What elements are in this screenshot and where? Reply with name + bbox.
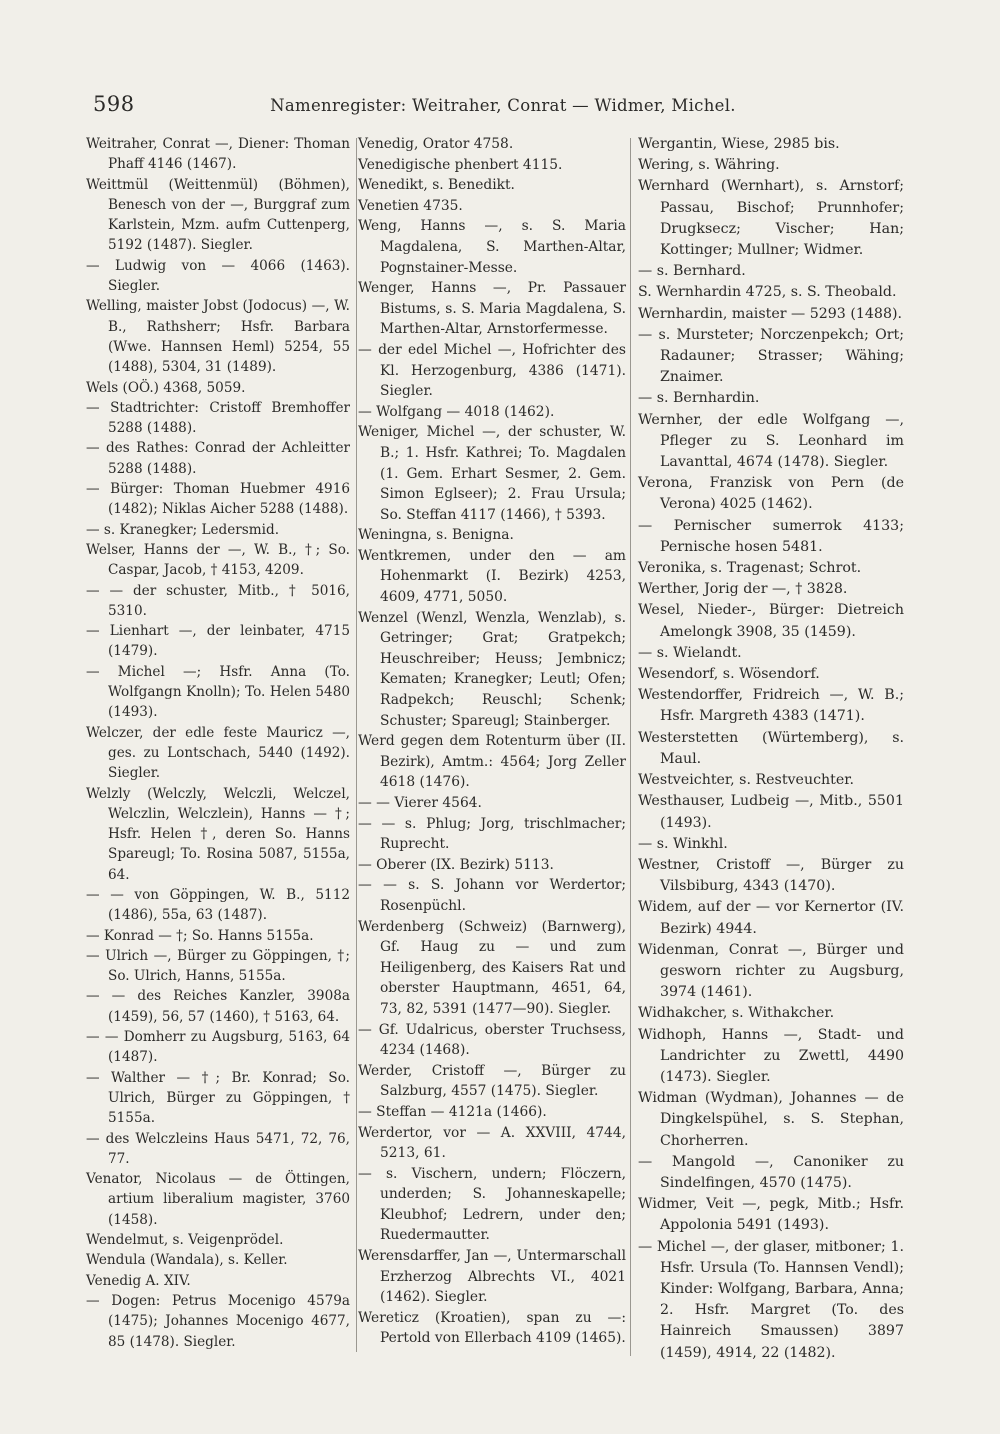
index-column-3: [638, 134, 904, 1364]
index-entry: Westveichter, s. Restveuchter.: [638, 772, 854, 789]
index-entry: Weittmül (Weittenmül) (Böhmen), Benesch von der —, Burggraf zum Karlstein, Mzm. aufm Cuttenperg, 5192 (1487). Siegler.: [86, 176, 350, 254]
index-entry: — Dogen: Petrus Mocenigo 4579a (1475); Johannes Mocenigo 4677, 85 (1478). Siegler.: [86, 1292, 350, 1350]
index-entry: — — des Reiches Kanzler, 3908a (1459), 56, 57 (1460), † 5163, 64.: [86, 988, 350, 1025]
index-entry: Welser, Hanns der —, W. B., †; So. Caspar, Jacob, † 4153, 4209.: [86, 541, 350, 579]
index-entry: Welzly (Welczly, Welczli, Welczel, Welczlin, Welczlein), Hanns — †; Hsfr. Helen †, deren So. Hanns Spareugl; To. Rosina 5087, 5155a, 64.: [86, 785, 350, 883]
index-entry: Venedig, Orator 4758.: [358, 136, 514, 152]
index-entry: Venedig A. XIV.: [86, 1272, 191, 1289]
index-entry: S. Wernhardin 4725, s. S. Theobald.: [638, 284, 897, 301]
index-entry: Venator, Nicolaus — de Öttingen, artium liberalium magister, 3760 (1458).: [86, 1171, 350, 1228]
index-entry: — s. Bernhard.: [638, 263, 746, 280]
index-entry: Verona, Franzisk von Pern (de Verona) 4025 (1462).: [638, 475, 904, 513]
index-entry: Wendelmut, s. Veigenprödel.: [86, 1232, 284, 1249]
index-entry: — des Welczleins Haus 5471, 72, 76, 77.: [86, 1130, 350, 1167]
index-entry: Welczer, der edle feste Mauricz —, ges. zu Lontschach, 5440 (1492). Siegler.: [86, 724, 350, 782]
column-divider-1: [356, 138, 357, 1352]
index-entry: Wesendorf, s. Wösendorf.: [638, 666, 820, 683]
index-entry: — — s. Phlug; Jorg, trischlmacher; Ruprecht.: [358, 815, 626, 853]
index-entry: — s. Kranegker; Ledersmid.: [86, 521, 280, 538]
index-entry: Wernhardin, maister — 5293 (1488).: [638, 305, 903, 322]
index-entry: — Ludwig von — 4066 (1463). Siegler.: [86, 257, 350, 295]
index-entry: — Ulrich —, Bürger zu Göppingen, †; So. Ulrich, Hanns, 5155a.: [86, 947, 350, 985]
index-entry: Wergantin, Wiese, 2985 bis.: [638, 136, 840, 152]
index-entry: — der edel Michel —, Hofrichter des Kl. Herzogenburg, 4386 (1471). Siegler.: [358, 341, 626, 400]
index-entry: — — s. S. Johann vor Werdertor; Rosenpüchl.: [358, 877, 626, 914]
index-entry: Wesel, Nieder-, Bürger: Dietreich Amelongk 3908, 35 (1459).: [638, 602, 904, 640]
index-entry: Widenman, Conrat —, Bürger und gesworn richter zu Augsburg, 3974 (1461).: [638, 941, 904, 1001]
index-entry: — Gf. Udalricus, oberster Truchsess, 4234 (1468).: [358, 1021, 626, 1059]
index-entry: Weniger, Michel —, der schuster, W. B.; 1. Hsfr. Kathrei; To. Magdalen (1. Gem. Erhart Sesmer, 2. Gem. Simon Eglseer); 2. Frau Ursula; So. Steffan 4117 (1466), † 5393.: [358, 424, 626, 523]
index-entry: — des Rathes: Conrad der Achleitter 5288 (1488).: [86, 440, 350, 477]
index-entry: — Lienhart —, der leinbater, 4715 (1479).: [86, 623, 350, 660]
page-number: 598: [93, 92, 135, 116]
index-entry: Wernher, der edle Wolfgang —, Pfleger zu S. Leonhard im Lavanttal, 4674 (1478). Siegler.: [638, 411, 904, 471]
index-entry: Wereticz (Kroatien), span zu —: Pertold von Ellerbach 4109 (1465).: [358, 1309, 626, 1347]
index-entry: — s. Winkhl.: [638, 835, 728, 852]
index-entry: — Konrad — †; So. Hanns 5155a.: [86, 927, 314, 944]
index-entry: — — der schuster, Mitb., † 5016, 5310.: [86, 582, 350, 619]
index-entry: — Michel —; Hsfr. Anna (To. Wolfgangn Knolln); To. Helen 5480 (1493).: [86, 663, 350, 721]
column-divider-2: [630, 138, 631, 1356]
index-entry: Widhakcher, s. Withakcher.: [638, 1005, 835, 1022]
index-entry: — Oberer (IX. Bezirk) 5113.: [358, 856, 554, 873]
index-entry: Weningna, s. Benigna.: [358, 527, 514, 544]
index-column-2: [358, 134, 626, 1349]
index-entry: Werther, Jorig der —, † 3828.: [638, 581, 848, 598]
index-entry: — — Vierer 4564.: [358, 795, 482, 811]
index-entry: Veronika, s. Tragenast; Schrot.: [638, 560, 862, 577]
index-entry: — s. Mursteter; Norczenpekch; Ort; Radauner; Strasser; Wähing; Znaimer.: [638, 326, 904, 386]
index-entry: — Michel —, der glaser, mitboner; 1. Hsfr. Ursula (To. Hannsen Vendl); Kinder: Wolfgang, Barbara, Anna; 2. Hsfr. Margret (To. des Hainreich Smaussen) 3897 (1459), 4914, 22 (1482).: [638, 1238, 904, 1361]
index-entry: Weitraher, Conrat —, Diener: Thoman Phaff 4146 (1467).: [86, 136, 350, 173]
index-entry: Wendula (Wandala), s. Keller.: [86, 1252, 288, 1269]
index-entry: — Mangold —, Canoniker zu Sindelfingen, 4570 (1475).: [638, 1153, 904, 1191]
index-entry: Werensdarffer, Jan —, Untermarschall Erzherzog Albrechts VI., 4021 (1462). Siegler.: [358, 1248, 626, 1306]
index-entry: Widmer, Veit —, pegk, Mitb.; Hsfr. Appolonia 5491 (1493).: [638, 1196, 904, 1234]
index-entry: Widman (Wydman), Johannes — de Dingkelspühel, s. S. Stephan, Chorherren.: [638, 1090, 904, 1149]
index-entry: — Pernischer sumerrok 4133; Pernische hosen 5481.: [638, 517, 904, 555]
index-entry: Wernhard (Wernhart), s. Arnstorf; Passau, Bischof; Prunnhofer; Drugksecz; Vischer; Han; Kottinger; Mullner; Widmer.: [638, 178, 904, 259]
index-entry: — Wolfgang — 4018 (1462).: [358, 403, 555, 420]
index-entry: Widhoph, Hanns —, Stadt- und Landrichter zu Zwettl, 4490 (1473). Siegler.: [638, 1026, 904, 1085]
index-entry: — Walther — †; Br. Konrad; So. Ulrich, Bürger zu Göppingen, † 5155a.: [86, 1069, 350, 1127]
index-entry: Wenger, Hanns —, Pr. Passauer Bistums, s. S. Maria Magdalena, S. Marthen-Altar, Arnstorfermesse.: [358, 280, 626, 338]
index-entry: Werder, Cristoff —, Bürger zu Salzburg, 4557 (1475). Siegler.: [358, 1062, 626, 1100]
index-entry: Wentkremen, under den — am Hohenmarkt (I. Bezirk) 4253, 4609, 4771, 5050.: [358, 547, 626, 606]
index-entry: Venetien 4735.: [358, 197, 463, 214]
index-entry: — Stadtrichter: Cristoff Bremhoffer 5288 (1488).: [86, 399, 350, 437]
index-entry: — — von Göppingen, W. B., 5112 (1486), 55a, 63 (1487).: [86, 886, 350, 924]
index-entry: Venedigische phenbert 4115.: [358, 156, 563, 173]
index-entry: Westhauser, Ludbeig —, Mitb., 5501 (1493).: [638, 793, 904, 831]
index-entry: Werd gegen dem Rotenturm über (II. Bezirk), Amtm.: 4564; Jorg Zeller 4618 (1476).: [358, 733, 626, 791]
index-entry: Wels (OÖ.) 4368, 5059.: [86, 379, 246, 396]
index-entry: — — Domherr zu Augsburg, 5163, 64 (1487).: [86, 1029, 350, 1066]
index-column-1: [86, 134, 350, 1352]
index-entry: Wenedikt, s. Benedikt.: [358, 177, 515, 194]
index-entry: Westerstetten (Würtemberg), s. Maul.: [638, 729, 904, 767]
index-entry: — s. Bernhardin.: [638, 390, 760, 407]
index-entry: Westner, Cristoff —, Bürger zu Vilsbiburg, 4343 (1470).: [638, 856, 904, 895]
running-title: Namenregister: Weitraher, Conrat — Widmer, Michel.: [270, 96, 736, 115]
index-entry: Weng, Hanns —, s. S. Maria Magdalena, S. Marthen-Altar, Pognstainer-Messe.: [358, 218, 626, 276]
index-entry: — s. Vischern, undern; Flöczern, underden; S. Johanneskapelle; Kleubhof; Ledrern, under den; Ruedermautter.: [358, 1165, 626, 1244]
index-entry: Werdenberg (Schweiz) (Barnwerg), Gf. Haug zu — und zum Heiligenberg, des Kaisers Rat und oberster Hauptmann, 4651, 64, 73, 82, 5391 (1477—90). Siegler.: [358, 918, 626, 1017]
index-entry: — Bürger: Thoman Huebmer 4916 (1482); Niklas Aicher 5288 (1488).: [86, 481, 350, 518]
index-entry: Widem, auf der — vor Kernertor (IV. Bezirk) 4944.: [638, 899, 904, 937]
index-entry: Welling, maister Jobst (Jodocus) —, W. B., Rathsherr; Hsfr. Barbara (Wwe. Hannsen Heml) 5254, 55 (1488), 5304, 31 (1489).: [86, 298, 350, 376]
index-entry: Westendorffer, Fridreich —, W. B.; Hsfr. Margreth 4383 (1471).: [638, 687, 904, 725]
index-entry: Wenzel (Wenzl, Wenzla, Wenzlab), s. Getringer; Grat; Gratpekch; Heuschreiber; Heuss; Jembnicz; Kematen; Kranegker; Leutl; Ofen; Radpekch; Reuschl; Schenk; Schuster; Spareugl; Stainberger.: [358, 609, 626, 729]
index-entry: Werdertor, vor — A. XXVIII, 4744, 5213, 61.: [358, 1124, 626, 1162]
index-entry: — s. Wielandt.: [638, 644, 742, 661]
index-entry: — Steffan — 4121a (1466).: [358, 1103, 547, 1120]
index-entry: Wering, s. Währing.: [638, 157, 780, 174]
